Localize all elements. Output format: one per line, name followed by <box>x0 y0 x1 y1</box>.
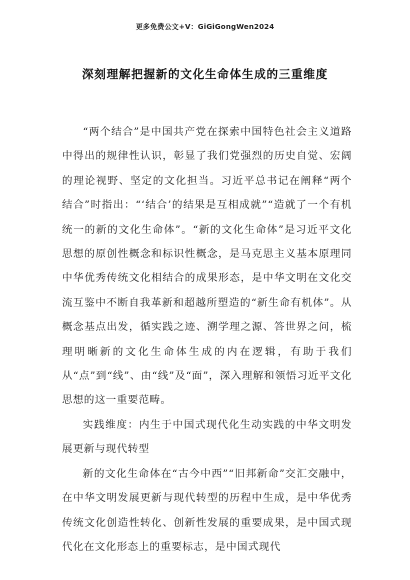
header-note: 更多免费公文+V：GiGiGongWen2024 <box>135 23 275 31</box>
paragraph-subheading: 实践维度：内生于中国式现代化生动实践的中华文明发展更新与现代转型 <box>62 418 352 456</box>
paragraph-practice: 新的文化生命体在“古今中西”“旧邦新命”交汇交融中，在中华文明发展更新与现代转型的历程中生成，是中华优秀传统文化创造性转化、创新性发展的重要成果，是中国式现代化在文化形态上的重要标志，是中国式现代 <box>62 467 352 553</box>
document-title: 深刻理解把握新的文化生命体生成的三重维度 <box>82 67 328 81</box>
paragraph-intro: “两个结合”是中国共产党在探索中国特色社会主义道路中得出的规律性认识，彰显了我们党强烈的历史自觉、宏阔的理论视野、坚定的文化担当。习近平总书记在阐释“两个结合”时指出：“‘结合’的结果是互相成就”“造就了一个有机统一的新的文化生命体”。“新的文化生命体”是习近平文化思想的原创性概念和标识性概念，是马克思主义基本原理同中华优秀传统文化相结合的成果形态，是中华文明在文化交流互鉴中不断自我革新和超越所塑造的“新生命有机体”。从概念基点出发，循实践之迹、溯学理之源、答世界之问，梳理明晰新的文化生命体生成的内在逻辑，有助于我们从“点”到“线”、由“线”及“面”，深入理解和领悟习近平文化思想的这一重要范畴。 <box>62 126 352 407</box>
document-body <box>62 120 352 559</box>
